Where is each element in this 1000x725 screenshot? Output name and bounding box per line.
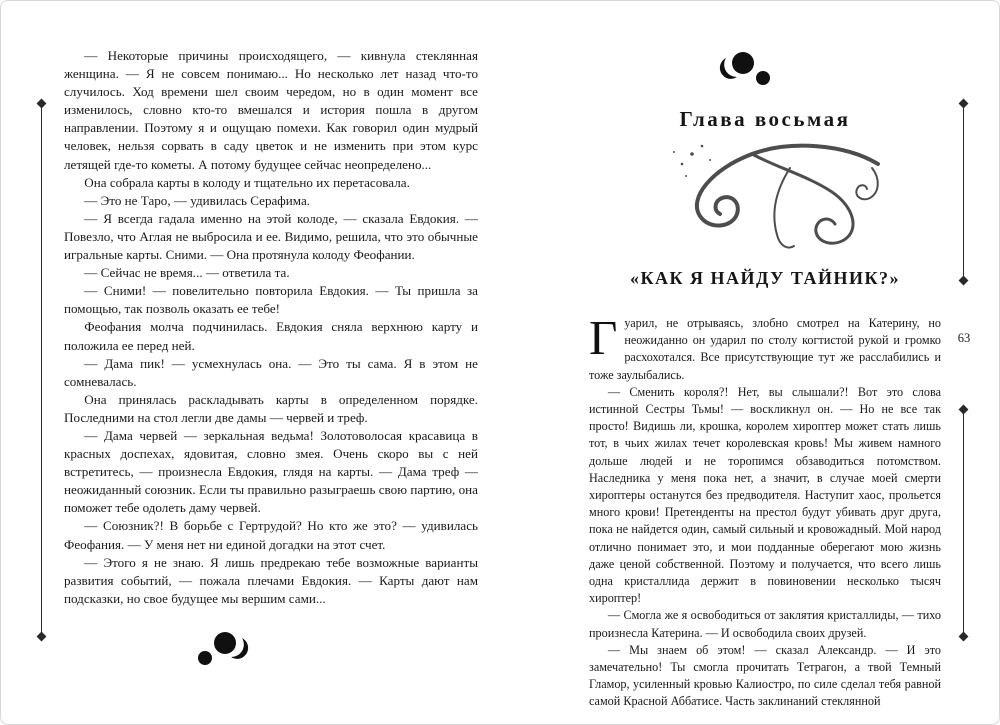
drop-cap: Г [589,310,618,365]
moon-phases-ornament [193,631,255,676]
chapter-title: «КАК Я НАЙДУ ТАЙНИК?» [629,268,901,288]
left-page [64,47,478,637]
right-page [589,45,941,721]
paragraph: — Этого я не знаю. Я лишь предрекаю тебе возможные варианты развития событий, — пожала плечами Евдокия. — Карты дают нам подсказки, но свое будущее мы вершим сами... [64,554,478,606]
margin-rule-right-bottom [963,409,964,637]
paragraph: — Смогла же я освободиться от заклятия кристаллиды, — тихо произнесла Катерина. — И освободила своих друзей. [589,608,941,640]
small-moon-icon [198,651,212,665]
paragraph: — Это не Таро, — удивилась Серафима. [84,192,311,208]
rule-diamond-icon [959,276,969,286]
paragraph: — Сними! — повелительно повторила Евдокия. — Ты пришла за помощью, так позволь оказать ее тебе! [64,283,478,317]
rule-diamond-icon [37,632,47,642]
swirl-flourish-ornament [640,138,890,260]
paragraph: Феофания молча подчинилась. Евдокия сняла верхнюю карту и положила ее перед ней. [64,319,478,353]
paragraph: — Сменить короля?! Нет, вы слышали?! Вот это слова истинной Сестры Тьмы! — воскликнул он. — Но не все так просто! Видишь ли, крошка, королем хироптер может стать лишь тот, в чьих жилах течет королевская кровь! Мы живем намного дольше людей и не торопимся обзаводиться потомством. Наследника у меня пока нет, а значит, в случае моей смерти хироптеры останутся без предводителя. Наступит хаос, прольется много крови! Претенденты на престол будут убивать друг друга, пока не найдется один, самый сильный и кровожадный. Мой народ отлично понимает это, и мои подданные оберегают мою жизнь даже ценой собственной. Поэтому и получается, что всего лишь одна кристаллида держит в повиновении несколько тысяч хироптер! [589,384,941,606]
rule-diamond-icon [959,99,969,109]
margin-rule-left [41,105,42,637]
margin-rule-right-top [963,105,964,281]
rule-diamond-icon [37,99,47,109]
paragraph [589,310,941,384]
paragraph: — Некоторые причины происходящего, — кивнула стеклянная женщина. — Я не совсем понимаю... Но несколько лет назад что-то случилось. Ход времени шел своим чередом, но в один момент все изменилось, словно кто-то вмешался и история пошла в другом направлении. Поэтому я и ощущаю помехи. Как говорил один мудрый человек, нельзя сорвать в саду цветок и не изменить при этом курс летящей где-то кометы. А потому будущее сейчас неопределено... [64,48,478,172]
paragraph: — Дама червей — зеркальная ведьма! Золотоволосая красавица в красных доспехах, ядовитая, словно змея. Очень скоро вы с ней встретитесь, — произнесла Евдокия, глядя на карты. — Дама треф — неожиданный союзник. Если ты правильно разыграешь свою партию, она поможет тебе одолеть даму червей. [64,427,478,516]
page-number: 63 [957,331,971,345]
paragraph-text: уарил, не отрываясь, злобно смотрел на Катерину, но неожиданно он ударил по столу когтистой рукой и громко расхохотался. Все присутствующие тут же расслабились и тоже заулыбались. [589,316,941,382]
paragraph: Она собрала карты в колоду и тщательно их перетасовала. [84,174,410,190]
paragraph: — Мы знаем об этом! — сказал Александр. — И это замечательно! Ты смогла прочитать Тетрагон, а твой Темный Гламор, усиленный кровью Калиостро, по силе сделал тебя равной самой Красной Аббатисе. Часть заклинаний стеклянной [589,642,941,709]
paragraph: — Я всегда гадала именно на этой колоде, — сказала Евдокия. — Повезло, что Аглая не выбросила и ее. Видимо, решила, что это обычные игральные карты. Сними. — Она протянула колоду Феофании. [64,210,478,263]
paragraph: — Союзник?! В борьбе с Гертрудой? Но кто же это? — удивилась Феофания. — У меня нет ни единой догадки на этот счет. [64,518,478,552]
paragraph: — Сейчас не время... — ответила та. [84,265,290,281]
rule-diamond-icon [959,405,969,415]
paragraph: Она принялась раскладывать карты в определенном порядке. Последними на стол легли две дамы — червей и треф. [64,391,478,425]
chapter-heading: Глава восьмая [679,107,851,131]
rule-diamond-icon [959,632,969,642]
paragraph: — Дама пик! — усмехнулась она. — Это ты сама. Я в этом не сомневалась. [64,355,478,389]
